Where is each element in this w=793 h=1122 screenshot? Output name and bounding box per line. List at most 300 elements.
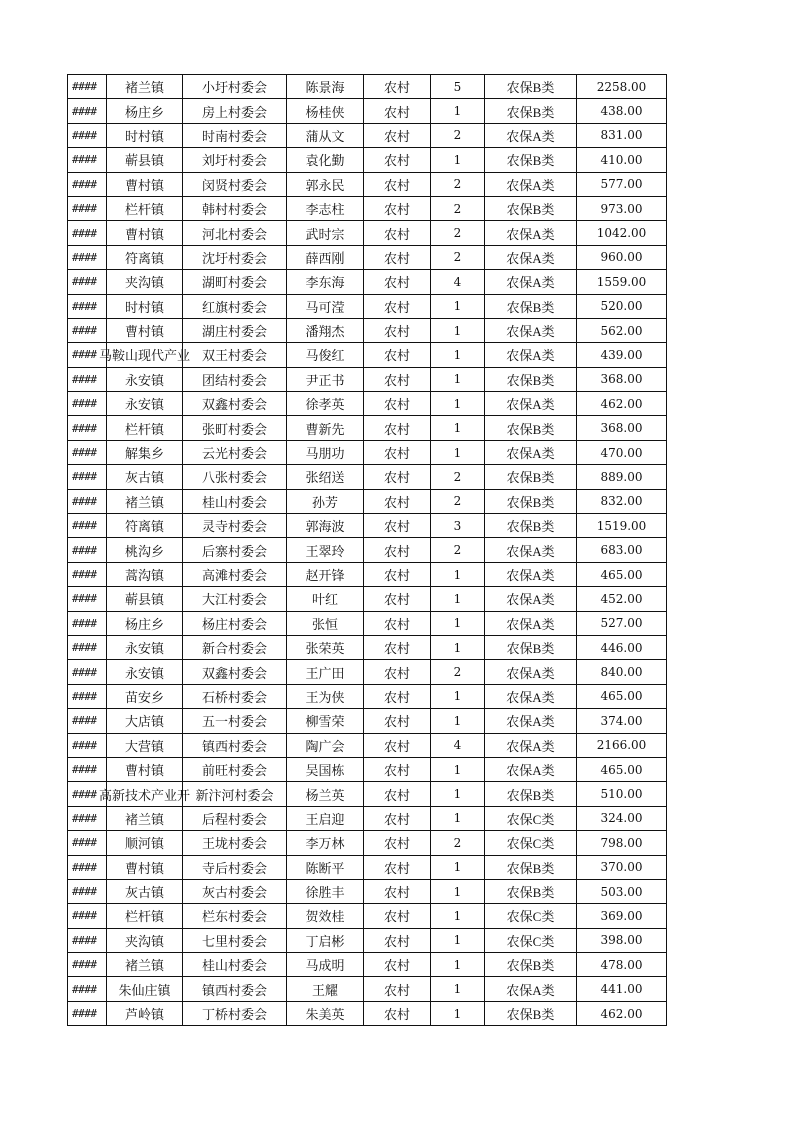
amount-text: 840.00 (600, 665, 643, 680)
count-text: 1 (453, 884, 462, 899)
village-cell (183, 172, 287, 196)
date-cell: #### (68, 953, 107, 977)
amount-cell (577, 587, 667, 611)
count-text: 1 (453, 323, 462, 338)
name-cell (287, 196, 364, 220)
village-cell (183, 123, 287, 147)
town-text: 高新技术产业开 (99, 787, 191, 803)
area-cell (364, 660, 431, 684)
table-row (68, 684, 667, 708)
name-cell (287, 953, 364, 977)
category-cell (485, 416, 577, 440)
date-cell: #### (68, 587, 107, 611)
count-text: 2 (453, 543, 462, 558)
table-row (68, 635, 667, 659)
area-text: 农村 (383, 372, 410, 388)
count-text: 2 (453, 128, 462, 143)
amount-cell (577, 465, 667, 489)
category-cell (485, 757, 577, 781)
date-cell: #### (68, 172, 107, 196)
category-cell (485, 782, 577, 806)
category-cell (485, 270, 577, 294)
date-cell: #### (68, 709, 107, 733)
area-cell (364, 879, 431, 903)
count-cell (431, 611, 485, 635)
area-cell (364, 977, 431, 1001)
town-text: 桃沟乡 (124, 543, 164, 559)
table-row (68, 465, 667, 489)
town-text: 杨庄乡 (124, 104, 164, 120)
village-cell (183, 196, 287, 220)
amount-cell (577, 148, 667, 172)
name-text: 蒲从文 (305, 128, 345, 144)
area-text: 农村 (383, 80, 410, 96)
town-text: 曹村镇 (124, 324, 164, 340)
area-text: 农村 (383, 299, 410, 315)
area-cell (364, 465, 431, 489)
date-cell: #### (68, 904, 107, 928)
area-cell (364, 270, 431, 294)
amount-cell (577, 953, 667, 977)
table-row (68, 245, 667, 269)
village-cell (183, 221, 287, 245)
village-cell (183, 831, 287, 855)
amount-cell (577, 416, 667, 440)
category-text: 农保A类 (506, 568, 555, 583)
village-text: 双王村委会 (201, 348, 267, 364)
area-text: 农村 (383, 226, 410, 242)
count-text: 2 (453, 469, 462, 484)
date-cell: #### (68, 196, 107, 220)
area-text: 农村 (383, 885, 410, 901)
name-text: 陶广会 (305, 738, 345, 754)
town-cell (107, 245, 183, 269)
village-text: 前旺村委会 (201, 763, 267, 779)
amount-cell (577, 172, 667, 196)
table-body (68, 75, 667, 1026)
name-text: 袁化勤 (305, 153, 345, 169)
category-text: 农保A类 (506, 397, 555, 413)
area-text: 农村 (383, 104, 410, 120)
name-cell (287, 148, 364, 172)
name-cell (287, 635, 364, 659)
town-text: 杨庄乡 (124, 616, 164, 632)
table-row (68, 294, 667, 318)
amount-cell (577, 660, 667, 684)
count-cell (431, 221, 485, 245)
village-text: 湖町村委会 (201, 275, 267, 291)
date-cell: #### (68, 879, 107, 903)
area-cell (364, 587, 431, 611)
count-text: 2 (453, 835, 462, 850)
count-text: 2 (453, 494, 462, 509)
name-cell (287, 709, 364, 733)
amount-cell (577, 611, 667, 635)
name-cell (287, 318, 364, 342)
amount-text: 1519.00 (596, 518, 647, 533)
area-cell (364, 99, 431, 123)
amount-text: 374.00 (600, 713, 643, 728)
area-text: 农村 (383, 933, 410, 949)
category-text: 农保A类 (506, 665, 555, 681)
category-text: 农保B类 (506, 641, 555, 657)
category-text: 农保B类 (506, 299, 555, 315)
amount-text: 973.00 (600, 201, 643, 216)
village-text: 灰古村委会 (201, 885, 267, 901)
amount-cell (577, 196, 667, 220)
town-cell (107, 660, 183, 684)
category-cell (485, 392, 577, 416)
count-cell (431, 343, 485, 367)
area-text: 农村 (383, 811, 410, 827)
count-cell (431, 416, 485, 440)
town-text: 永安镇 (124, 641, 164, 657)
amount-text: 324.00 (600, 811, 643, 826)
category-text: 农保C类 (506, 933, 555, 949)
area-cell (364, 440, 431, 464)
village-cell (183, 587, 287, 611)
category-text: 农保C类 (506, 836, 555, 852)
date-cell: #### (68, 611, 107, 635)
count-text: 1 (453, 957, 462, 972)
area-cell (364, 904, 431, 928)
village-text: 八张村委会 (201, 470, 267, 486)
area-cell (364, 1001, 431, 1025)
amount-text: 798.00 (600, 835, 643, 850)
area-cell (364, 148, 431, 172)
town-text: 永安镇 (124, 372, 164, 388)
count-cell (431, 270, 485, 294)
count-text: 4 (453, 274, 462, 289)
count-cell (431, 587, 485, 611)
name-text: 丁启彬 (305, 933, 345, 949)
amount-cell (577, 562, 667, 586)
village-cell (183, 879, 287, 903)
area-cell (364, 294, 431, 318)
area-cell (364, 635, 431, 659)
category-cell (485, 172, 577, 196)
village-text: 高滩村委会 (201, 568, 267, 583)
date-cell: #### (68, 416, 107, 440)
category-text: 农保B类 (506, 80, 555, 96)
village-text: 新汴河村委会 (195, 787, 274, 803)
name-text: 吴国栋 (305, 763, 345, 779)
village-text: 灵寺村委会 (201, 519, 267, 535)
village-text: 团结村委会 (201, 372, 267, 388)
village-text: 镇西村委会 (201, 982, 267, 998)
town-text: 永安镇 (124, 665, 164, 681)
town-text: 曹村镇 (124, 763, 164, 779)
village-text: 新合村委会 (201, 641, 267, 657)
table-row (68, 757, 667, 781)
date-cell: #### (68, 367, 107, 391)
name-text: 贺效桂 (305, 909, 345, 925)
village-text: 双鑫村委会 (201, 397, 267, 413)
village-cell (183, 99, 287, 123)
amount-text: 889.00 (600, 469, 643, 484)
name-text: 曹新先 (305, 421, 345, 437)
town-cell (107, 514, 183, 538)
name-cell (287, 75, 364, 99)
amount-cell (577, 392, 667, 416)
count-text: 2 (453, 226, 462, 241)
count-text: 1 (453, 347, 462, 362)
name-text: 陈景海 (305, 80, 345, 96)
village-text: 大江村委会 (201, 592, 267, 608)
amount-cell (577, 99, 667, 123)
count-cell (431, 660, 485, 684)
count-text: 1 (453, 811, 462, 826)
name-text: 张恒 (311, 616, 338, 632)
name-text: 李志柱 (305, 202, 345, 218)
category-text: 农保B类 (506, 494, 555, 510)
name-text: 柳雪荣 (305, 714, 345, 730)
town-cell (107, 75, 183, 99)
town-cell (107, 148, 183, 172)
town-text: 符离镇 (124, 519, 164, 535)
area-text: 农村 (383, 689, 410, 705)
amount-cell (577, 684, 667, 708)
name-text: 孙芳 (311, 494, 338, 510)
town-text: 栏杆镇 (124, 202, 164, 218)
area-cell (364, 172, 431, 196)
town-cell (107, 904, 183, 928)
category-cell (485, 367, 577, 391)
amount-text: 510.00 (600, 787, 643, 802)
category-cell (485, 514, 577, 538)
amount-cell (577, 635, 667, 659)
area-text: 农村 (383, 860, 410, 876)
name-text: 王为侠 (305, 689, 345, 705)
town-text: 蕲县镇 (124, 153, 164, 169)
town-cell (107, 757, 183, 781)
town-cell (107, 562, 183, 586)
town-cell (107, 709, 183, 733)
count-cell (431, 709, 485, 733)
area-cell (364, 611, 431, 635)
date-cell: #### (68, 1001, 107, 1025)
area-text: 农村 (383, 177, 410, 193)
amount-text: 478.00 (600, 957, 643, 972)
amount-text: 1559.00 (596, 274, 647, 289)
count-text: 1 (453, 396, 462, 411)
name-cell (287, 660, 364, 684)
table-row (68, 367, 667, 391)
area-cell (364, 75, 431, 99)
count-cell (431, 928, 485, 952)
count-cell (431, 196, 485, 220)
amount-text: 446.00 (600, 640, 643, 655)
count-cell (431, 99, 485, 123)
town-cell (99, 782, 191, 806)
amount-cell (577, 733, 667, 757)
village-cell (183, 635, 287, 659)
name-text: 马朋功 (305, 446, 345, 462)
table-row (68, 392, 667, 416)
date-cell: #### (68, 99, 107, 123)
category-cell (485, 489, 577, 513)
village-cell (183, 392, 287, 416)
area-cell (364, 684, 431, 708)
category-cell (485, 806, 577, 830)
town-text: 褚兰镇 (124, 494, 164, 510)
town-cell (107, 465, 183, 489)
village-cell (183, 514, 287, 538)
amount-cell (577, 855, 667, 879)
area-text: 农村 (383, 202, 410, 218)
count-cell (431, 757, 485, 781)
village-text: 韩村村委会 (201, 202, 267, 218)
date-cell: #### (68, 538, 107, 562)
amount-text: 465.00 (600, 689, 643, 704)
amount-text: 577.00 (600, 177, 643, 192)
name-cell (287, 367, 364, 391)
name-cell (287, 465, 364, 489)
town-cell (107, 489, 183, 513)
category-cell (485, 99, 577, 123)
category-text: 农保A类 (506, 592, 555, 608)
count-text: 2 (453, 177, 462, 192)
area-text: 农村 (383, 958, 410, 974)
village-text: 双鑫村委会 (201, 665, 267, 681)
date-cell: #### (68, 465, 107, 489)
category-cell (485, 123, 577, 147)
category-text: 农保B类 (506, 885, 555, 901)
amount-cell (577, 757, 667, 781)
town-text: 曹村镇 (124, 860, 164, 876)
area-cell (364, 757, 431, 781)
town-cell (107, 367, 183, 391)
amount-cell (577, 879, 667, 903)
table-row (68, 782, 667, 806)
amount-cell (577, 928, 667, 952)
name-cell (287, 294, 364, 318)
village-cell (183, 270, 287, 294)
category-text: 农保B类 (506, 202, 555, 218)
table-row (68, 75, 667, 99)
town-text: 蒿沟镇 (124, 568, 164, 583)
town-text: 灰古镇 (124, 470, 164, 486)
date-cell: #### (68, 635, 107, 659)
category-cell (485, 1001, 577, 1025)
count-cell (431, 782, 485, 806)
category-cell (485, 977, 577, 1001)
name-text: 徐胜丰 (305, 885, 345, 901)
date-cell: #### (68, 782, 107, 806)
village-text: 丁桥村委会 (201, 1007, 267, 1023)
town-text: 解集乡 (124, 446, 164, 462)
area-text: 农村 (383, 1007, 410, 1023)
count-text: 2 (453, 665, 462, 680)
village-text: 杨庄村委会 (201, 616, 267, 632)
date-cell: #### (68, 831, 107, 855)
town-cell (107, 733, 183, 757)
count-text: 1 (453, 933, 462, 948)
table-row (68, 270, 667, 294)
town-text: 苗安乡 (124, 689, 164, 705)
area-text: 农村 (383, 836, 410, 852)
amount-text: 503.00 (600, 884, 643, 899)
town-cell (107, 855, 183, 879)
area-text: 农村 (383, 153, 410, 169)
count-cell (431, 318, 485, 342)
count-text: 1 (453, 640, 462, 655)
village-text: 湖庄村委会 (201, 324, 267, 340)
town-text: 大店镇 (124, 714, 164, 730)
town-cell (107, 123, 183, 147)
town-cell (107, 635, 183, 659)
village-text: 寺后村委会 (201, 860, 267, 876)
count-text: 4 (453, 738, 462, 753)
table-row (68, 831, 667, 855)
village-text: 桂山村委会 (201, 958, 267, 974)
amount-text: 520.00 (600, 299, 643, 314)
name-text: 张绍送 (305, 470, 345, 486)
category-cell (485, 879, 577, 903)
count-cell (431, 904, 485, 928)
village-cell (183, 904, 287, 928)
count-text: 2 (453, 201, 462, 216)
town-cell (107, 440, 183, 464)
village-cell (183, 367, 287, 391)
category-cell (485, 733, 577, 757)
name-cell (287, 806, 364, 830)
village-cell (183, 928, 287, 952)
name-text: 张荣英 (305, 641, 345, 657)
amount-text: 368.00 (600, 372, 643, 387)
date-cell: #### (68, 977, 107, 1001)
count-cell (431, 855, 485, 879)
amount-text: 370.00 (600, 860, 643, 875)
date-cell: #### (68, 318, 107, 342)
category-text: 农保A类 (506, 543, 555, 559)
village-cell (183, 148, 287, 172)
town-text: 永安镇 (124, 397, 164, 413)
name-cell (287, 831, 364, 855)
amount-cell (577, 367, 667, 391)
table-row (68, 172, 667, 196)
category-cell (485, 75, 577, 99)
table-row (68, 1001, 667, 1025)
name-cell (287, 733, 364, 757)
town-text: 夹沟镇 (124, 275, 164, 291)
category-cell (485, 148, 577, 172)
category-cell (485, 318, 577, 342)
name-cell (287, 1001, 364, 1025)
town-cell (107, 99, 183, 123)
amount-cell (577, 343, 667, 367)
town-text: 芦岭镇 (124, 1007, 164, 1023)
category-text: 农保C类 (506, 909, 555, 925)
name-text: 赵开锋 (305, 568, 345, 583)
amount-text: 831.00 (600, 128, 643, 143)
village-cell (183, 977, 287, 1001)
date-cell: #### (68, 270, 107, 294)
count-cell (431, 879, 485, 903)
category-text: 农保A类 (506, 348, 555, 364)
area-cell (364, 343, 431, 367)
town-cell (107, 172, 183, 196)
amount-text: 398.00 (600, 933, 643, 948)
area-cell (364, 392, 431, 416)
village-cell (183, 953, 287, 977)
count-cell (431, 684, 485, 708)
count-cell (431, 465, 485, 489)
count-text: 1 (453, 908, 462, 923)
name-text: 马成明 (305, 958, 345, 974)
area-cell (364, 733, 431, 757)
name-cell (287, 392, 364, 416)
